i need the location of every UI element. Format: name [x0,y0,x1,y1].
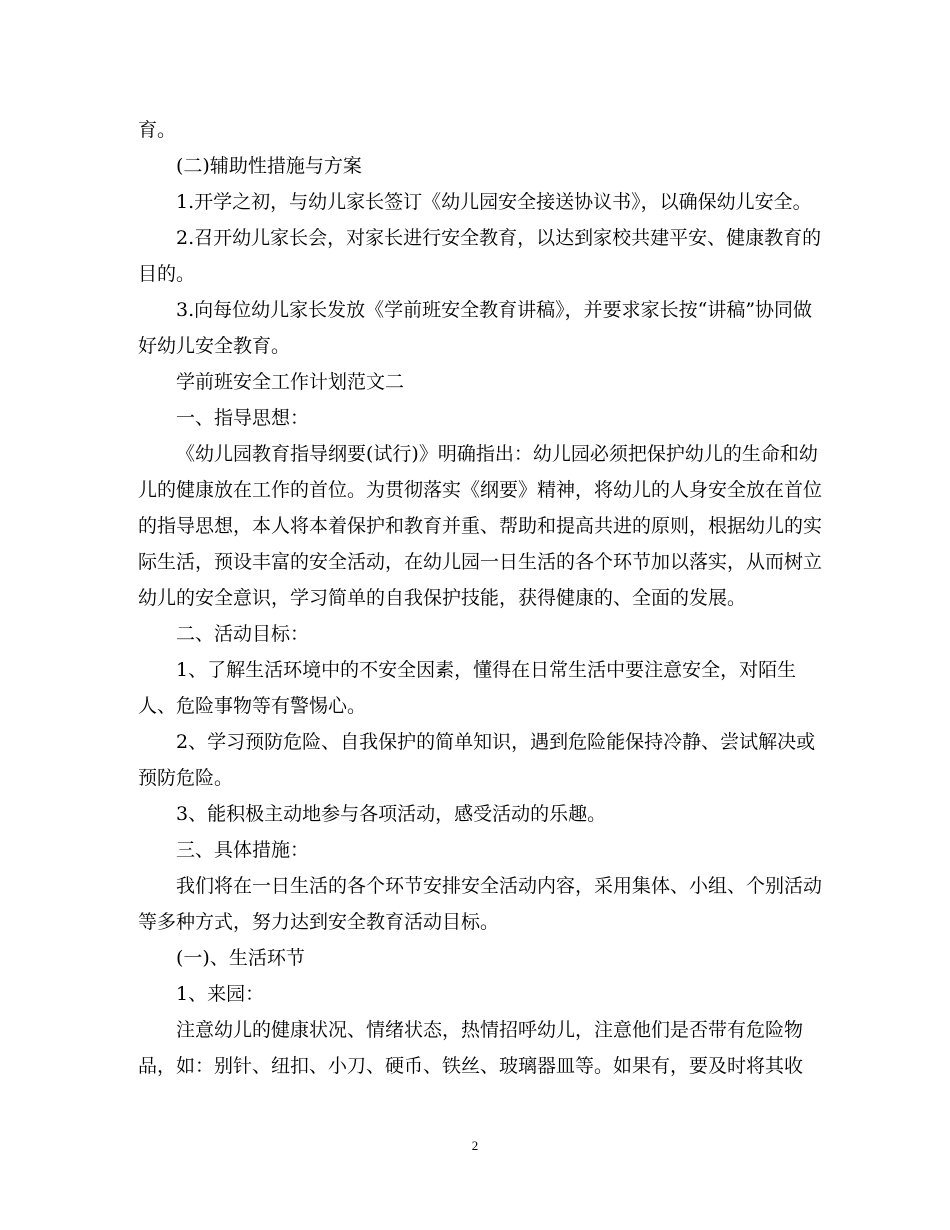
text-line: 2、学习预防危险、自我保护的简单知识，遇到危险能保持冷静、尝试解决或 [176,731,816,753]
text-line: 我们将在一日生活的各个环节安排安全活动内容，采用集体、小组、个别活动 [176,875,823,897]
text-line: 目的。 [138,263,196,285]
text-line: 1、来园： [176,983,265,1005]
text-line: 幼儿的安全意识，学习简单的自我保护技能，获得健康的、全面的发展。 [138,587,747,609]
document-body [138,112,838,1084]
text-line: 2.召开幼儿家长会，对家长进行安全教育，以达到家校共建平安、健康教育的 [176,227,822,249]
text-line: 际生活，预设丰富的安全活动，在幼儿园一日生活的各个环节加以落实，从而树立 [138,551,823,573]
text-line: 3.向每位幼儿家长发放《学前班安全教育讲稿》，并要求家长按“讲稿”协同做 [176,299,813,321]
text-line: 3、能积极主动地参与各项活动，感受活动的乐趣。 [176,803,607,825]
text-line: 三、具体措施： [176,839,310,861]
text-line: 人、危险事物等有警惕心。 [138,695,367,717]
text-line: 品，如：别针、纽扣、小刀、硬币、铁丝、玻璃器皿等。如果有，要及时将其收 [138,1055,804,1077]
text-line: 二、活动目标： [176,623,310,645]
text-line: 等多种方式，努力达到安全教育活动目标。 [138,911,500,933]
text-line: 预防危险。 [138,767,234,789]
text-line: 《幼儿园教育指导纲要(试行)》明确指出：幼儿园必须把保护幼儿的生命和幼 [176,443,818,465]
text-line: 注意幼儿的健康状况、情绪状态，热情招呼幼儿，注意他们是否带有危险物 [176,1019,804,1041]
text-line: 的指导思想，本人将本着保护和教育并重、帮助和提高共进的原则，根据幼儿的实 [138,515,823,537]
page-number: 2 [471,1138,479,1153]
text-line: (一)、生活环节 [176,947,305,969]
text-line: 儿的健康放在工作的首位。为贯彻落实《纲要》精神，将幼儿的人身安全放在首位 [138,479,823,501]
text-line: 好幼儿安全教育。 [138,335,291,357]
text-line: 学前班安全工作计划范文二 [176,371,405,393]
text-line: 1.开学之初，与幼儿家长签订《幼儿园安全接送协议书》，以确保幼儿安全。 [176,191,812,213]
text-line: 育。 [138,119,177,141]
text-line: 一、指导思想： [176,407,310,429]
text-line: (二)辅助性措施与方案 [176,155,362,177]
text-line: 1、了解生活环境中的不安全因素，懂得在日常生活中要注意安全，对陌生 [176,659,797,681]
